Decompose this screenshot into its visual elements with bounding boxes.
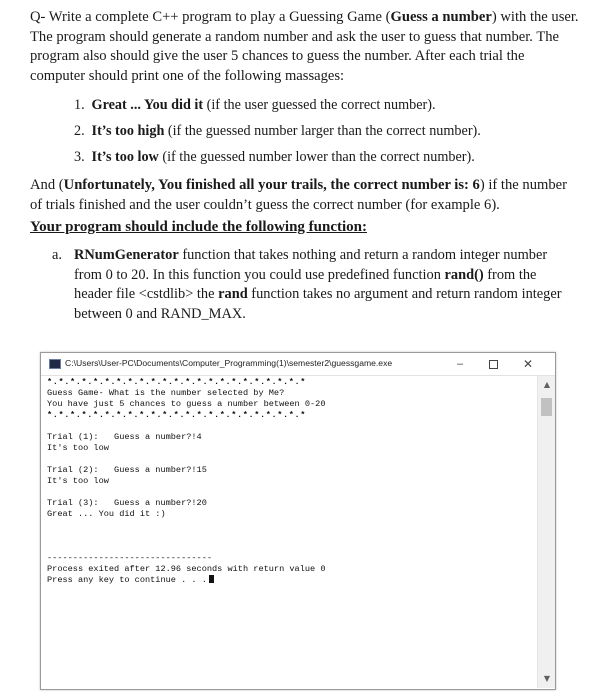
console-app-icon xyxy=(49,359,61,369)
console-line-intro: You have just 5 chances to guess a number between 0-20 xyxy=(47,399,326,409)
message-rest: (if the guessed number larger than the correct number). xyxy=(164,123,481,139)
requirement-heading: Your program should include the following function: xyxy=(30,219,367,235)
console-line-dots: *.*.*.*.*.*.*.*.*.*.*.*.*.*.*.*.*.*.*.*.*.*.* xyxy=(47,377,307,387)
console-line-press xyxy=(47,575,214,586)
unfortunately-rest: ) if the number of trials finished and the user couldn’t guess the correct number (for example 6). xyxy=(30,177,567,213)
console-line-dots: *.*.*.*.*.*.*.*.*.*.*.*.*.*.*.*.*.*.*.*.*.*.* xyxy=(47,410,307,420)
message-bold: It’s too low xyxy=(91,149,159,165)
question-prefix: Q- Write a complete C++ program to play a Guessing Game ( xyxy=(30,9,391,25)
console-title: C:\Users\User-PC\Documents\Computer_Programming(1)\semester2\guessgame.exe xyxy=(65,358,393,368)
console-line-separator: -------------------------------- xyxy=(47,553,213,563)
rand-name: rand xyxy=(218,286,248,302)
message-item-1 xyxy=(74,96,584,114)
function-letter: a. xyxy=(52,247,62,263)
question-rest: ) with the user. The program should generate a random number and ask the user to guess that number. The program also should give the user 5 chances to guess the number. After each trial the computer should print one of the following massages: xyxy=(30,9,579,84)
message-rest: (if the user guessed the correct number). xyxy=(203,97,436,113)
function-item-a xyxy=(52,246,572,324)
message-bold: Great ... You did it xyxy=(91,97,204,113)
minimize-button[interactable]: – xyxy=(456,358,464,370)
console-output[interactable] xyxy=(47,377,535,685)
function-description xyxy=(74,246,572,324)
console-line-result: It's too low xyxy=(47,443,109,453)
function-text-1: function that takes nothing and return a random integer number from 0 to 20. In this function you could use predefined function xyxy=(74,247,548,283)
console-line-trial: Trial (2): Guess a number?!15 xyxy=(47,465,207,475)
console-titlebar[interactable] xyxy=(41,353,555,376)
console-line-trial: Trial (3): Guess a number?!20 xyxy=(47,498,207,508)
message-number: 1. xyxy=(74,97,85,113)
unfortunately-prefix: And ( xyxy=(30,177,64,193)
question-paragraph xyxy=(30,8,582,86)
message-number: 2. xyxy=(74,123,85,139)
message-number: 3. xyxy=(74,149,85,165)
scroll-down-icon[interactable]: ▼ xyxy=(543,674,551,683)
rand-call: rand() xyxy=(444,266,484,283)
console-line-exit: Process exited after 12.96 seconds with return value 0 xyxy=(47,564,326,574)
console-line-trial: Trial (1): Guess a number?!4 xyxy=(47,432,202,442)
console-scrollbar[interactable] xyxy=(537,376,555,688)
message-item-3 xyxy=(74,148,584,166)
console-line-result: Great ... You did it :) xyxy=(47,509,166,519)
console-window[interactable] xyxy=(40,352,556,690)
close-button[interactable]: ✕ xyxy=(522,357,534,371)
maximize-button[interactable] xyxy=(478,355,508,373)
message-rest: (if the guessed number lower than the correct number). xyxy=(158,149,475,165)
console-line-intro: Guess Game- What is the number selected by Me? xyxy=(47,388,285,398)
message-bold: It’s too high xyxy=(91,123,165,139)
function-name: RNumGenerator xyxy=(74,247,179,263)
function-text-2: from the header file <cstdlib> the xyxy=(74,266,537,302)
function-text-3: function takes no argument and return random integer between 0 and RAND_MAX. xyxy=(74,286,562,322)
press-key-text: Press any key to continue . . . xyxy=(47,575,207,585)
message-item-2 xyxy=(74,122,584,140)
scrollbar-thumb[interactable] xyxy=(541,398,552,416)
unfortunately-paragraph xyxy=(30,176,582,215)
maximize-icon xyxy=(489,360,498,369)
cursor-icon xyxy=(209,575,214,583)
scroll-up-icon[interactable]: ▲ xyxy=(543,380,551,389)
console-line-result: It's too low xyxy=(47,476,109,486)
question-game-name: Guess a number xyxy=(390,9,492,25)
unfortunately-bold: Unfortunately, You finished all your trails, the correct number is: 6 xyxy=(63,177,480,193)
